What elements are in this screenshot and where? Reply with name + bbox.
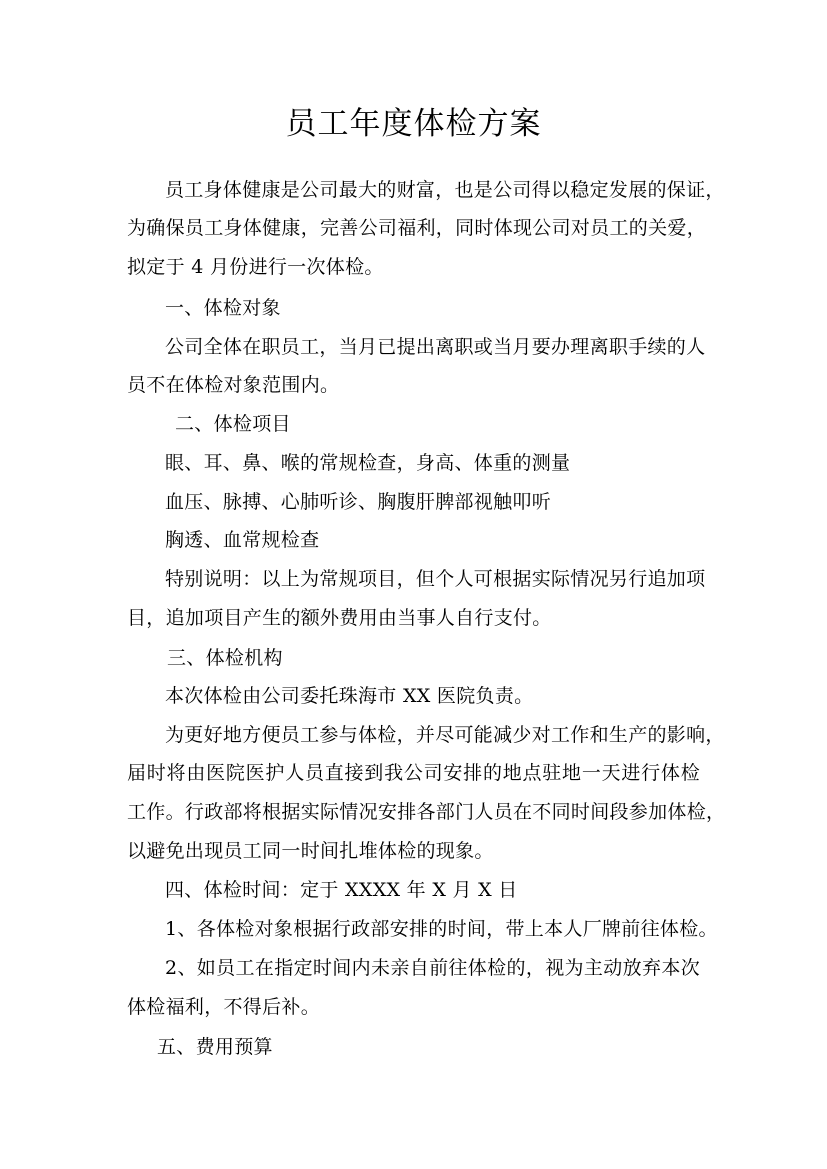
section-heading: 二、体检项目 bbox=[175, 413, 291, 435]
paragraph-line: 为确保员工身体健康，完善公司福利，同时体现公司对员工的关爱， bbox=[127, 217, 707, 239]
paragraph-line: 本次体检由公司委托珠海市 XX 医院负责。 bbox=[165, 685, 534, 707]
paragraph-line: 特别说明：以上为常规项目，但个人可根据实际情况另行追加项 bbox=[165, 568, 706, 590]
section-heading: 五、费用预算 bbox=[157, 1036, 273, 1058]
paragraph-line: 员工身体健康是公司最大的财富，也是公司得以稳定发展的保证， bbox=[165, 179, 725, 201]
paragraph-line: 以避免出现员工同一时间扎堆体检的现象。 bbox=[127, 840, 494, 862]
list-item: 眼、耳、鼻、喉的常规检查，身高、体重的测量 bbox=[165, 452, 571, 474]
list-item: 胸透、血常规检查 bbox=[165, 529, 320, 551]
paragraph-line: 员不在体检对象范围内。 bbox=[127, 374, 340, 396]
list-item: 1、各体检对象根据行政部安排的时间，带上本人厂牌前往体检。 bbox=[165, 918, 718, 940]
paragraph-line: 拟定于 4 月份进行一次体检。 bbox=[127, 256, 384, 278]
paragraph-line: 为更好地方便员工参与体检，并尽可能减少对工作和生产的影响， bbox=[165, 724, 725, 746]
section-heading: 一、体检对象 bbox=[165, 297, 281, 319]
paragraph-line: 届时将由医院医护人员直接到我公司安排的地点驻地一天进行体检 bbox=[127, 762, 700, 784]
section-heading: 三、体检机构 bbox=[167, 647, 283, 669]
paragraph-line: 工作。行政部将根据实际情况安排各部门人员在不同时间段参加体检， bbox=[127, 801, 726, 823]
paragraph-line: 体检福利，不得后补。 bbox=[127, 996, 321, 1018]
paragraph-line: 目，追加项目产生的额外费用由当事人自行支付。 bbox=[127, 607, 552, 629]
paragraph-line: 公司全体在职员工，当月已提出离职或当月要办理离职手续的人 bbox=[165, 336, 706, 358]
section-heading: 四、体检时间：定于 XXXX 年 X 月 X 日 bbox=[165, 879, 518, 901]
document-title: 员工年度体检方案 bbox=[285, 106, 542, 142]
list-item: 血压、脉搏、心肺听诊、胸腹肝脾部视触叩听 bbox=[165, 491, 552, 513]
list-item: 2、如员工在指定时间内未亲自前往体检的，视为主动放弃本次 bbox=[165, 957, 700, 979]
